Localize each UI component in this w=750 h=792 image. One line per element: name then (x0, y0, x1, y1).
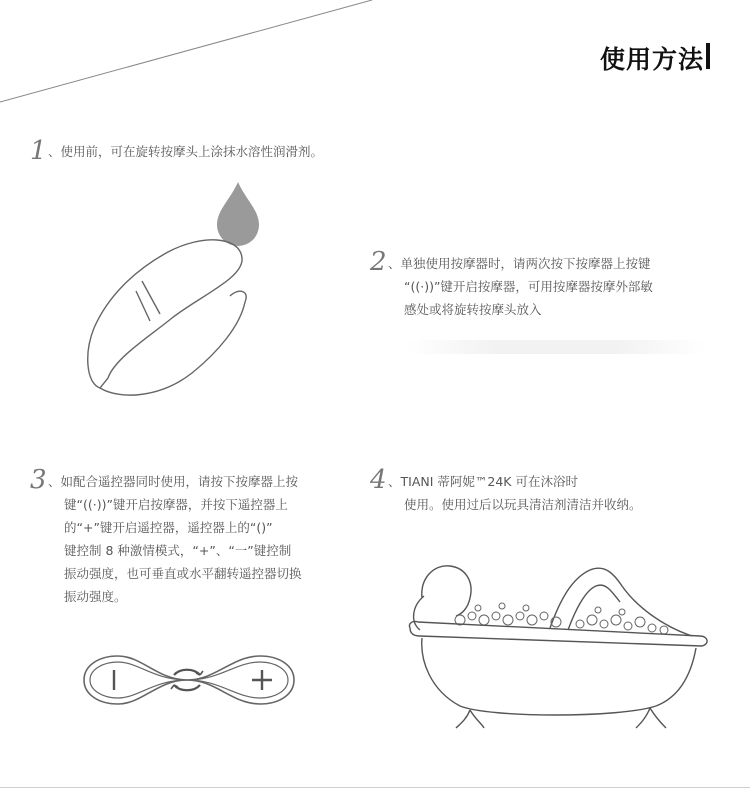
step-1-body: 使用前，可在旋转按摩头上涂抹水溶性润滑剂。 (60, 144, 324, 159)
plus-button-icon (252, 670, 272, 690)
step-3-line-5: 振动强度，也可垂直或水平翻转遥控器切换 (64, 566, 302, 581)
step-4-line-1: TIANI 蒂阿妮™24K 可在沐浴时 (400, 474, 578, 489)
step-4-number: 4 (370, 465, 387, 495)
step-3-line-4: 键控制 8 种激情模式，“+”、“一”键控制 (64, 543, 292, 558)
step-3-text (48, 470, 302, 608)
step-3-line-6: 振动强度。 (64, 589, 127, 604)
step-1-separator: 、 (48, 144, 61, 159)
vibrator-illustration (80, 178, 260, 418)
step-3-line-2: 键“((·))”键开启按摩器，并按下遥控器上 (64, 497, 288, 512)
title-accent-bar (706, 43, 710, 69)
water-drop-icon (217, 182, 259, 246)
bathtub-illustration (400, 550, 720, 740)
step-2-line-3: 感处或将旋转按摩头放入 (404, 302, 542, 317)
decorative-fade-bar (406, 340, 706, 354)
step-3-separator: 、 (48, 474, 61, 489)
step-4-separator: 、 (388, 474, 401, 489)
step-2-text (388, 252, 653, 321)
page-title: 使用方法 (599, 45, 704, 74)
step-2-line-2: “((·))”键开启按摩器，可用按摩器按摩外部敏 (404, 279, 653, 294)
step-3-line-3: 的“+”键开启遥控器，遥控器上的“()” (64, 520, 273, 535)
step-2-number: 2 (370, 247, 387, 277)
step-4-text (388, 470, 642, 516)
step-2-separator: 、 (388, 256, 401, 271)
remote-control-illustration (80, 650, 300, 710)
step-1-number: 1 (30, 136, 47, 166)
bottom-divider (0, 787, 750, 788)
step-2-line-1: 单独使用按摩器时，请两次按下按摩器上按键 (400, 256, 651, 271)
step-1-text (48, 140, 323, 163)
step-3-number: 3 (30, 465, 47, 495)
step-3-line-1: 如配合遥控器同时使用，请按下按摩器上按 (60, 474, 299, 489)
step-4-line-2: 使用。使用过后以玩具清洁剂清洁并收纳。 (404, 497, 642, 512)
